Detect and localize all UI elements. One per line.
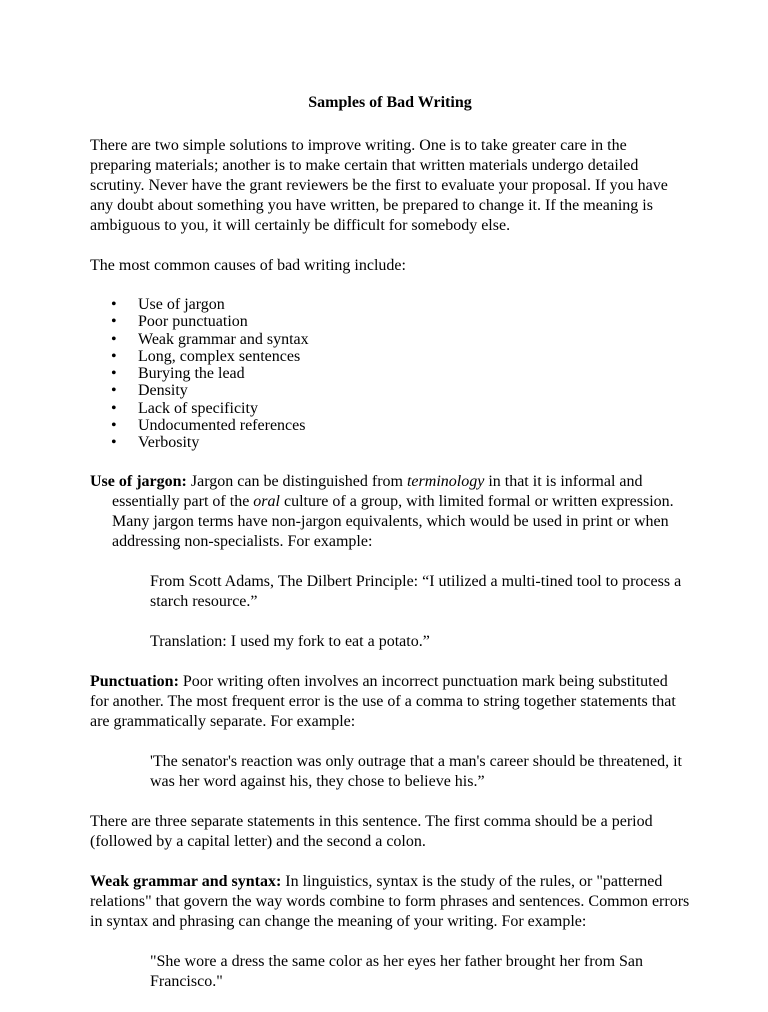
list-item bbox=[90, 348, 690, 365]
term-oral: oral bbox=[253, 492, 280, 510]
list-item bbox=[90, 313, 690, 330]
list-item-text: Poor punctuation bbox=[138, 313, 248, 331]
bullet-icon: • bbox=[111, 330, 117, 348]
jargon-text: Jargon can be distinguished from bbox=[186, 472, 407, 490]
bullet-icon: • bbox=[111, 347, 117, 365]
list-item-text: Weak grammar and syntax bbox=[138, 330, 309, 348]
term-terminology: terminology bbox=[406, 472, 485, 490]
grammar-heading: Weak grammar and syntax: bbox=[90, 872, 282, 890]
document-body bbox=[90, 93, 690, 1012]
list-item bbox=[90, 434, 690, 451]
bullet-icon: • bbox=[111, 417, 117, 435]
jargon-translation: Translation: I used my fork to eat a potato.” bbox=[150, 632, 430, 650]
bullet-icon: • bbox=[111, 434, 117, 452]
punctuation-quote: 'The senator's reaction was only outrage that a man's career should be threatened, it was her word against his, they chose to believe his.” bbox=[150, 752, 682, 790]
list-item bbox=[90, 382, 690, 399]
list-item bbox=[90, 365, 690, 382]
bullet-icon: • bbox=[111, 313, 117, 331]
jargon-heading: Use of jargon: bbox=[90, 472, 187, 490]
list-item bbox=[90, 331, 690, 348]
list-item bbox=[90, 296, 690, 313]
bullet-icon: • bbox=[111, 365, 117, 383]
bullet-icon: • bbox=[111, 296, 117, 313]
bullet-icon: • bbox=[111, 399, 117, 417]
jargon-text: in that it is informal and essentially part of the bbox=[112, 472, 643, 510]
punctuation-section bbox=[90, 672, 690, 732]
list-item-text: Long, complex sentences bbox=[138, 347, 301, 365]
punctuation-followup: There are three separate statements in this sentence. The first comma should be a period (followed by a capital letter) and the second a colon. bbox=[90, 812, 653, 850]
grammar-text: In linguistics, syntax is the study of the rules, or "patterned relations" that govern the way words combine to form phrases and sentences. Common errors in syntax and phrasing can change the meaning of your writing. For example: bbox=[90, 872, 690, 930]
list-item-text: Density bbox=[138, 382, 188, 400]
bullet-icon: • bbox=[111, 382, 117, 400]
list-item-text: Undocumented references bbox=[138, 417, 306, 435]
list-item-text: Burying the lead bbox=[138, 365, 245, 383]
intro-paragraph: There are two simple solutions to improve writing. One is to take greater care in the preparing materials; another is to make certain that written materials undergo detailed scrutiny. Never have the grant reviewers be the first to evaluate your proposal. If you have any doubt about something you have written, be prepared to change it. If the meaning is ambiguous to you, it will certainly be difficult for somebody else. bbox=[90, 137, 668, 234]
grammar-section bbox=[90, 872, 690, 932]
jargon-quote: From Scott Adams, The Dilbert Principle: “I utilized a multi-tined tool to process a starch resource.” bbox=[150, 572, 682, 610]
punctuation-heading: Punctuation: bbox=[90, 672, 179, 690]
causes-list bbox=[90, 296, 690, 452]
causes-lead: The most common causes of bad writing include: bbox=[90, 257, 406, 274]
list-item-text: Use of jargon bbox=[138, 296, 225, 313]
list-item-text: Verbosity bbox=[138, 434, 200, 452]
list-item bbox=[90, 417, 690, 434]
jargon-text: culture of a group, with limited formal or written expression. Many jargon terms have non-jargon equivalents, which would be used in print or when addressing non-specialists. For example: bbox=[112, 492, 674, 550]
punctuation-text: Poor writing often involves an incorrect punctuation mark being substituted for another. The most frequent error is the use of a comma to string together statements that are grammatically separate. For example: bbox=[90, 672, 676, 730]
jargon-section bbox=[90, 472, 690, 552]
list-item-text: Lack of specificity bbox=[138, 399, 258, 417]
list-item bbox=[90, 400, 690, 417]
page-title: Samples of Bad Writing bbox=[308, 94, 472, 111]
grammar-quote: "She wore a dress the same color as her eyes her father brought her from San Francisco." bbox=[150, 952, 644, 990]
